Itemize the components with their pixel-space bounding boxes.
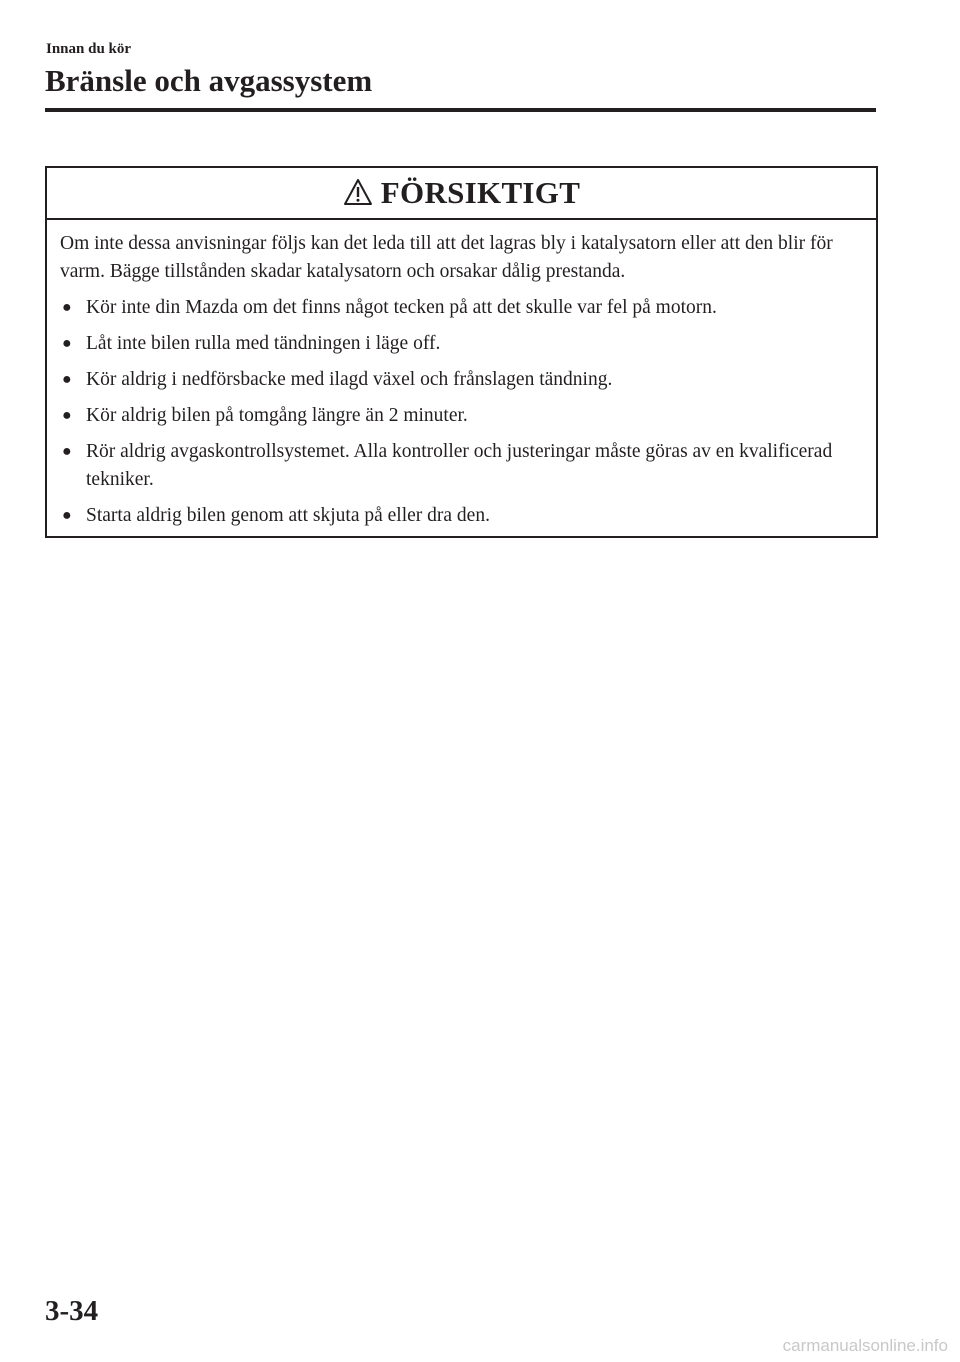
bullet-icon: ● xyxy=(62,507,72,524)
list-item xyxy=(60,294,862,322)
list-item-text: Låt inte bilen rulla med tändningen i läge off. xyxy=(86,333,441,354)
bullet-icon: ● xyxy=(62,371,72,388)
caution-title: FÖRSIKTIGT xyxy=(380,175,581,210)
page-title: Bränsle och avgassystem xyxy=(45,63,373,98)
caution-intro: Om inte dessa anvisningar följs kan det leda till att det lagras bly i katalysatorn eller att den blir för varm. Bägge tillstånden skadar katalysatorn och orsakar dålig prestanda. xyxy=(60,233,833,282)
caution-list xyxy=(60,294,862,530)
caution-box xyxy=(45,166,878,538)
list-item xyxy=(60,438,862,494)
list-item xyxy=(60,330,862,358)
list-item-text: Kör aldrig i nedförsbacke med ilagd växel och frånslagen tändning. xyxy=(86,369,613,390)
bullet-icon: ● xyxy=(62,299,72,316)
caution-header xyxy=(47,168,876,220)
list-item xyxy=(60,402,862,430)
section-label: Innan du kör xyxy=(46,41,132,57)
list-item-text: Rör aldrig avgaskontrollsystemet. Alla kontroller och justeringar måste göras av en kvalificerad tekniker. xyxy=(86,441,833,490)
bullet-icon: ● xyxy=(62,407,72,424)
warning-triangle-icon xyxy=(343,178,373,206)
bullet-icon: ● xyxy=(62,335,72,352)
title-divider xyxy=(45,108,876,112)
bullet-icon: ● xyxy=(62,443,72,460)
caution-body xyxy=(47,220,876,530)
list-item-text: Kör aldrig bilen på tomgång längre än 2 minuter. xyxy=(86,405,468,426)
list-item xyxy=(60,366,862,394)
list-item xyxy=(60,502,862,530)
watermark: carmanualsonline.info xyxy=(782,1336,948,1355)
page-number: 3-34 xyxy=(45,1295,99,1327)
list-item-text: Kör inte din Mazda om det finns något tecken på att det skulle var fel på motorn. xyxy=(86,297,717,318)
list-item-text: Starta aldrig bilen genom att skjuta på eller dra den. xyxy=(86,505,490,526)
